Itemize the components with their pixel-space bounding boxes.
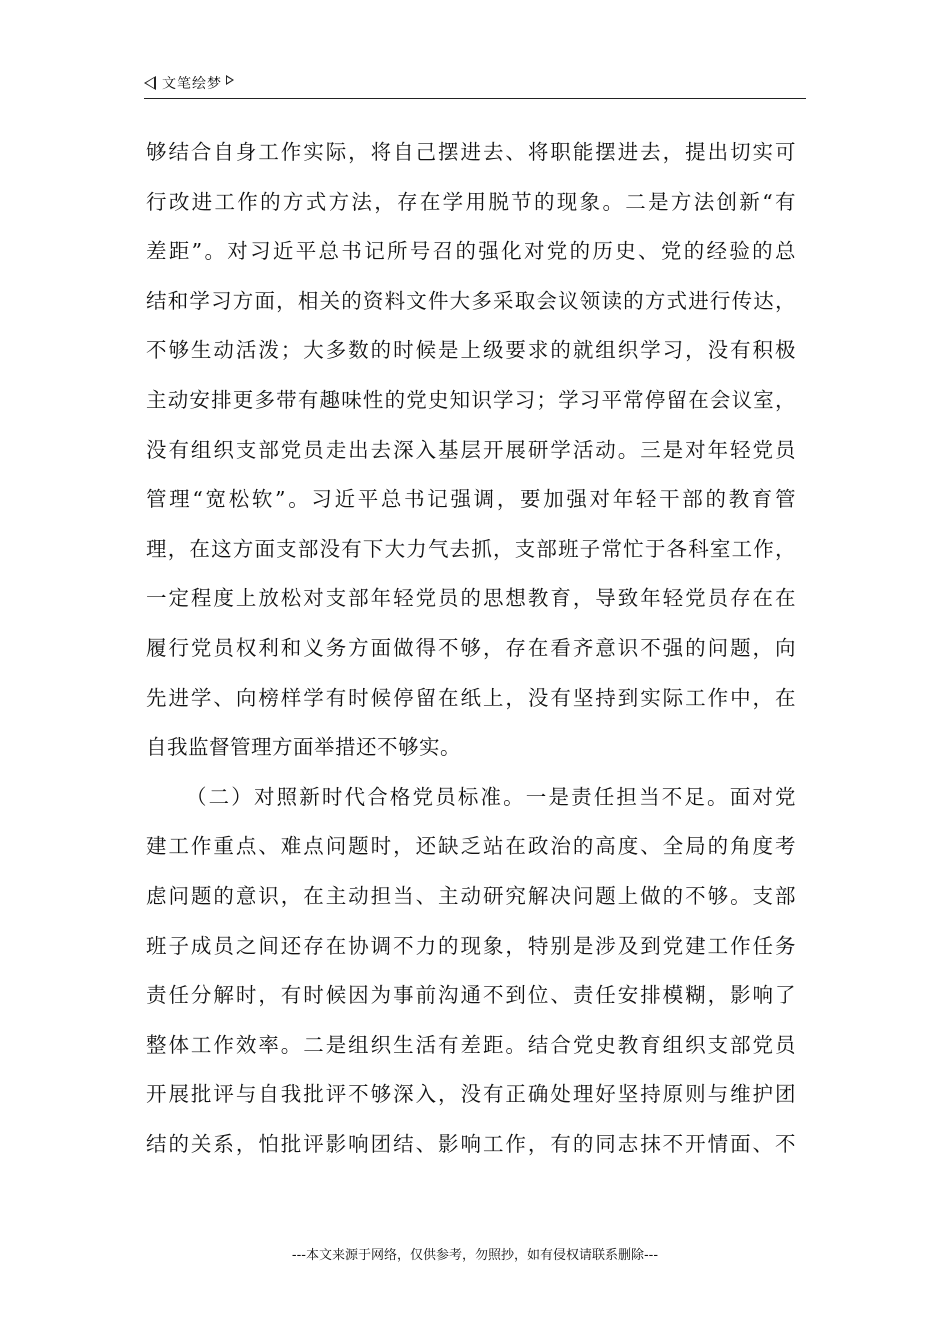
text-line: 结的关系，怕批评影响团结、影响工作，有的同志抹不开情面、不 [146, 1131, 796, 1156]
text-line: 行改进工作的方式方法，存在学用脱节的现象。二是方法创新“有 [146, 189, 796, 214]
text-line: 够结合自身工作实际，将自己摆进去、将职能摆进去，提出切实可 [146, 140, 796, 164]
text-line: 差距”。对习近平总书记所号召的强化对党的历史、党的经验的总 [146, 239, 796, 264]
text-line: 开展批评与自我批评不够深入，没有正确处理好坚持原则与维护团 [146, 1082, 796, 1107]
text-line: 虑问题的意识，在主动担当、主动研究解决问题上做的不够。支部 [146, 883, 796, 908]
text-line: 结和学习方面，相关的资料文件大多采取会议领读的方式进行传达， [146, 288, 796, 313]
text-line: 一定程度上放松对支部年轻党员的思想教育，导致年轻党员存在在 [146, 586, 796, 611]
text-line: 不够生动活泼；大多数的时候是上级要求的就组织学习，没有积极 [146, 338, 796, 363]
page-footer: ---本文来源于网络，仅供参考，勿照抄，如有侵权请联系删除--- [291, 1248, 659, 1263]
text-line: 主动安排更多带有趣味性的党史知识学习；学习平常停留在会议室， [146, 387, 796, 412]
text-line: 责任分解时，有时候因为事前沟通不到位、责任安排模糊，影响了 [146, 983, 796, 1008]
text-line: 整体工作效率。二是组织生活有差距。结合党史教育组织支部党员 [146, 1032, 796, 1057]
text-line: 履行党员权利和义务方面做得不够，存在看齐意识不强的问题，向 [146, 635, 796, 660]
section-heading-line: （二）对照新时代合格党员标准。一是责任担当不足。面对党 [186, 784, 796, 809]
text-line: 建工作重点、难点问题时，还缺乏站在政治的高度、全局的角度考 [146, 834, 796, 859]
text-line: 管理“宽松软”。习近平总书记强调，要加强对年轻干部的教育管 [146, 487, 796, 512]
text-line: 先进学、向榜样学有时候停留在纸上，没有坚持到实际工作中，在 [146, 685, 796, 710]
text-line: 没有组织支部党员走出去深入基层开展研学活动。三是对年轻党员 [146, 437, 796, 462]
header-title: 文笔绘梦 [162, 76, 222, 92]
text-line: 理，在这方面支部没有下大力气去抓，支部班子常忙于各科室工作， [146, 536, 796, 561]
text-line: 自我监督管理方面举措还不够实。 [146, 735, 461, 760]
document-body [146, 128, 796, 1169]
triangle-right-icon [226, 75, 234, 85]
page-header [144, 70, 806, 99]
triangle-left-icon [144, 76, 156, 90]
text-line: 班子成员之间还存在协调不力的现象，特别是涉及到党建工作任务 [146, 933, 796, 958]
